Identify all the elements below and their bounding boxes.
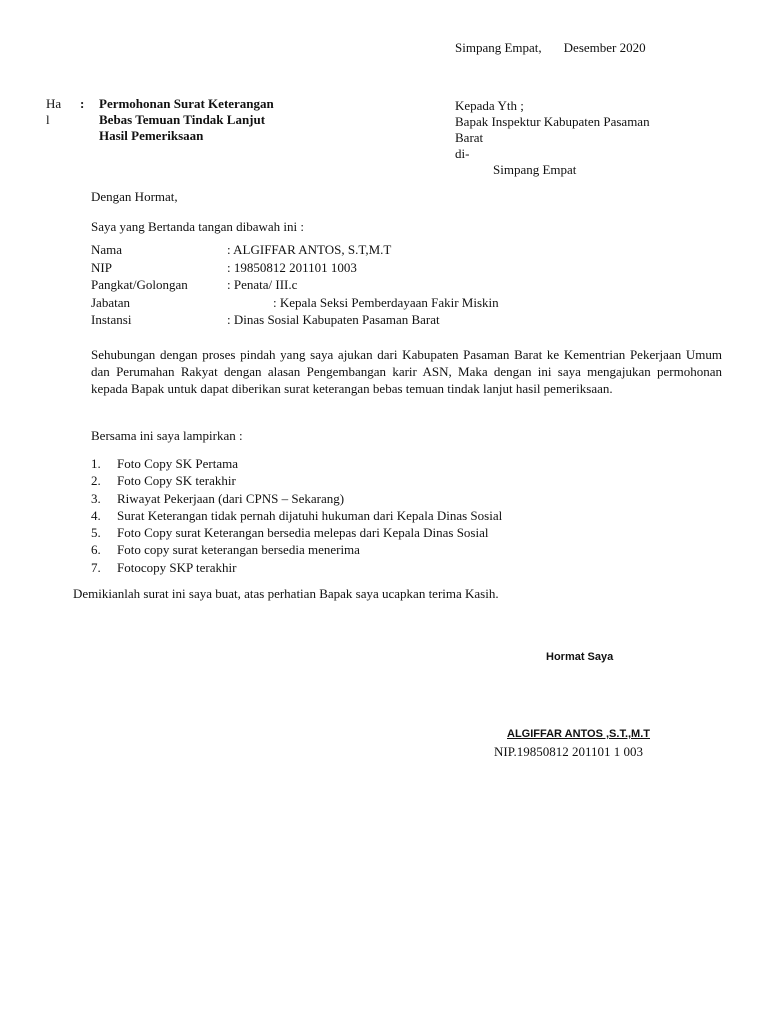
letter-month: Desember 2020 — [563, 40, 646, 55]
attachments-intro: Bersama ini saya lampirkan : — [91, 428, 243, 443]
recipient-block — [455, 98, 695, 178]
closing-sentence: Demikianlah surat ini saya buat, atas perhatian Bapak saya ucapkan terima Kasih. — [73, 586, 499, 601]
identity-row — [91, 294, 499, 312]
list-item-number: 6. — [91, 542, 101, 558]
list-item — [91, 455, 502, 472]
letter-date — [455, 40, 646, 57]
subject-label — [46, 96, 70, 128]
identity-row — [91, 276, 440, 294]
identity-value: : ALGIFFAR ANTOS, S.T,M.T — [227, 242, 392, 257]
list-item — [91, 541, 502, 558]
identity-row — [91, 311, 440, 329]
intro-sentence: Saya yang Bertanda tangan dibawah ini : — [91, 219, 304, 234]
list-item-number: 7. — [91, 559, 101, 575]
list-item — [91, 472, 502, 489]
identity-value: : 19850812 201101 1003 — [227, 259, 357, 275]
identity-table — [91, 241, 499, 329]
list-item-number: 3. — [91, 490, 101, 506]
recipient-line: di- — [455, 146, 470, 161]
list-item-text: Fotocopy SKP terakhir — [117, 559, 237, 575]
recipient-line: Barat — [455, 130, 484, 145]
subject-text — [99, 96, 274, 144]
signer-nip: NIP.19850812 201101 1 003 — [494, 744, 644, 759]
list-item-number: 2. — [91, 473, 101, 489]
letter-place: Simpang Empat, — [455, 40, 542, 55]
subject-line: Bebas Temuan Tindak Lanjut — [99, 112, 266, 127]
identity-row — [91, 241, 440, 259]
identity-value: : Kepala Seksi Pemberdayaan Fakir Miskin — [273, 294, 499, 310]
list-item-text: Foto copy surat keterangan bersedia menerima — [117, 542, 360, 558]
identity-value: : Dinas Sosial Kabupaten Pasaman Barat — [227, 312, 440, 327]
subject-line: Permohonan Surat Keterangan — [99, 96, 274, 111]
list-item-text: Foto Copy surat Keterangan bersedia melepas dari Kepala Dinas Sosial — [117, 525, 489, 541]
identity-label: Jabatan — [91, 294, 130, 310]
list-item — [91, 524, 502, 541]
subject-line: Hasil Pemeriksaan — [99, 128, 204, 143]
list-item-number: 1. — [91, 456, 101, 471]
identity-label: NIP — [91, 259, 112, 275]
body-paragraph: Sehubungan dengan proses pindah yang saya ajukan dari Kabupaten Pasaman Barat ke Kementrian Pekerjaan Umum dan Perumahan Rakyat dengan alasan Pengembangan karir ASN, Maka dengan ini saya mengajukan permohonan kepada Bapak untuk dapat diberikan surat keterangan bebas temuan tindak lanjut hasil pemeriksaan. — [91, 347, 722, 396]
subject-colon: : — [80, 96, 85, 111]
list-item-text: Foto Copy SK Pertama — [117, 456, 238, 471]
list-item-text: Surat Keterangan tidak pernah dijatuhi hukuman dari Kepala Dinas Sosial — [117, 507, 503, 523]
salutation: Dengan Hormat, — [91, 189, 178, 204]
identity-row — [91, 259, 440, 277]
identity-label: Instansi — [91, 312, 132, 327]
identity-label: Pangkat/Golongan — [91, 277, 188, 292]
list-item — [91, 507, 502, 524]
recipient-line: Simpang Empat — [493, 162, 577, 177]
regards-text: Hormat Saya — [546, 651, 614, 663]
attachments-list — [91, 455, 502, 576]
identity-value: : Penata/ III.c — [227, 277, 298, 292]
list-item — [91, 490, 502, 507]
list-item — [91, 559, 502, 576]
subject-label-part2: l — [46, 112, 50, 127]
list-item-text: Riwayat Pekerjaan (dari CPNS – Sekarang) — [117, 490, 345, 506]
subject-label-part1: Ha — [46, 96, 62, 111]
recipient-line: Bapak Inspektur Kabupaten Pasaman — [455, 114, 650, 129]
list-item-number: 5. — [91, 525, 101, 541]
list-item-text: Foto Copy SK terakhir — [117, 473, 236, 489]
signer-name: ALGIFFAR ANTOS ,S.T.,M.T — [507, 728, 650, 740]
list-item-number: 4. — [91, 507, 101, 523]
identity-label: Nama — [91, 242, 123, 257]
recipient-line: Kepada Yth ; — [455, 98, 524, 113]
